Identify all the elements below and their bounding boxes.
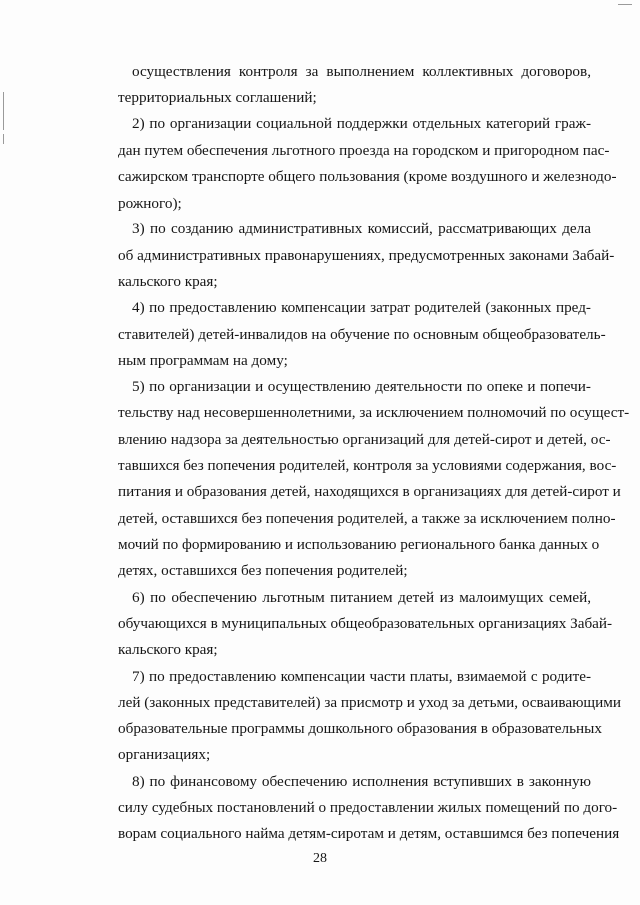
text-line: территориальных соглашений; [118,89,317,106]
text-line: 5) по организации и осуществлению деятельности по опеке и попечи- [132,378,591,395]
text-line: ставителей) детей-инвалидов на обучение по основным общеобразователь- [118,326,606,343]
text-line: мочий по формированию и использованию регионального банка данных о [118,536,600,553]
scan-edge-mark [3,134,4,144]
text-line: питания и образования детей, находящихся в организациях для детей-сирот и [118,483,621,500]
text-line: тельству над несовершеннолетними, за исключением полномочий по осущест- [118,404,630,421]
text-line: сажирском транспорте общего пользования (кроме воздушного и железнодо- [118,168,617,185]
text-line: тавшихся без попечения родителей, контроля за условиями содержания, вос- [118,457,617,474]
text-line: детей, оставшихся без попечения родителей, а также за исключением полно- [118,510,616,527]
text-line: влению надзора за деятельностью организаций для детей-сирот и детей, ос- [118,431,611,448]
text-line: обучающихся в муниципальных общеобразовательных организациях Забай- [118,615,613,632]
text-line: лей (законных представителей) за присмотр и уход за детьми, осваивающими [118,694,621,711]
text-line: об административных правонарушениях, предусмотренных законами Забай- [118,247,615,264]
text-line: образовательные программы дошкольного образования в образовательных [118,720,602,737]
text-line: 2) по организации социальной поддержки отдельных категорий граж- [132,115,591,132]
text-line: ным программам на дому; [118,352,288,369]
text-line: 6) по обеспечению льготным питанием детей из малоимущих семей, [132,589,591,606]
text-line: 4) по предоставлению компенсации затрат родителей (законных пред- [132,299,591,316]
text-line: ворам социального найма детям-сиротам и детям, оставшимся без попечения [118,825,620,842]
text-line: рожного); [118,195,182,212]
text-line: силу судебных постановлений о предоставлении жилых помещений по дого- [118,799,618,816]
text-line: организациях; [118,746,211,763]
page-number: 28 [313,851,327,866]
text-line: дан путем обеспечения льготного проезда на городском и пригородном пас- [118,142,610,159]
text-line: детях, оставшихся без попечения родителей; [118,562,408,579]
text-line: 3) по созданию административных комиссий, рассматривающих дела [132,220,591,237]
text-line: осуществления контроля за выполнением коллективных договоров, [132,63,591,80]
scan-edge-mark [618,4,632,5]
scan-edge-mark [3,92,4,130]
text-line: кальского края; [118,273,218,290]
text-line: 7) по предоставлению компенсации части платы, взимаемой с родите- [132,668,591,685]
text-line: кальского края; [118,641,218,658]
text-line: 8) по финансовому обеспечению исполнения вступивших в законную [132,773,591,790]
